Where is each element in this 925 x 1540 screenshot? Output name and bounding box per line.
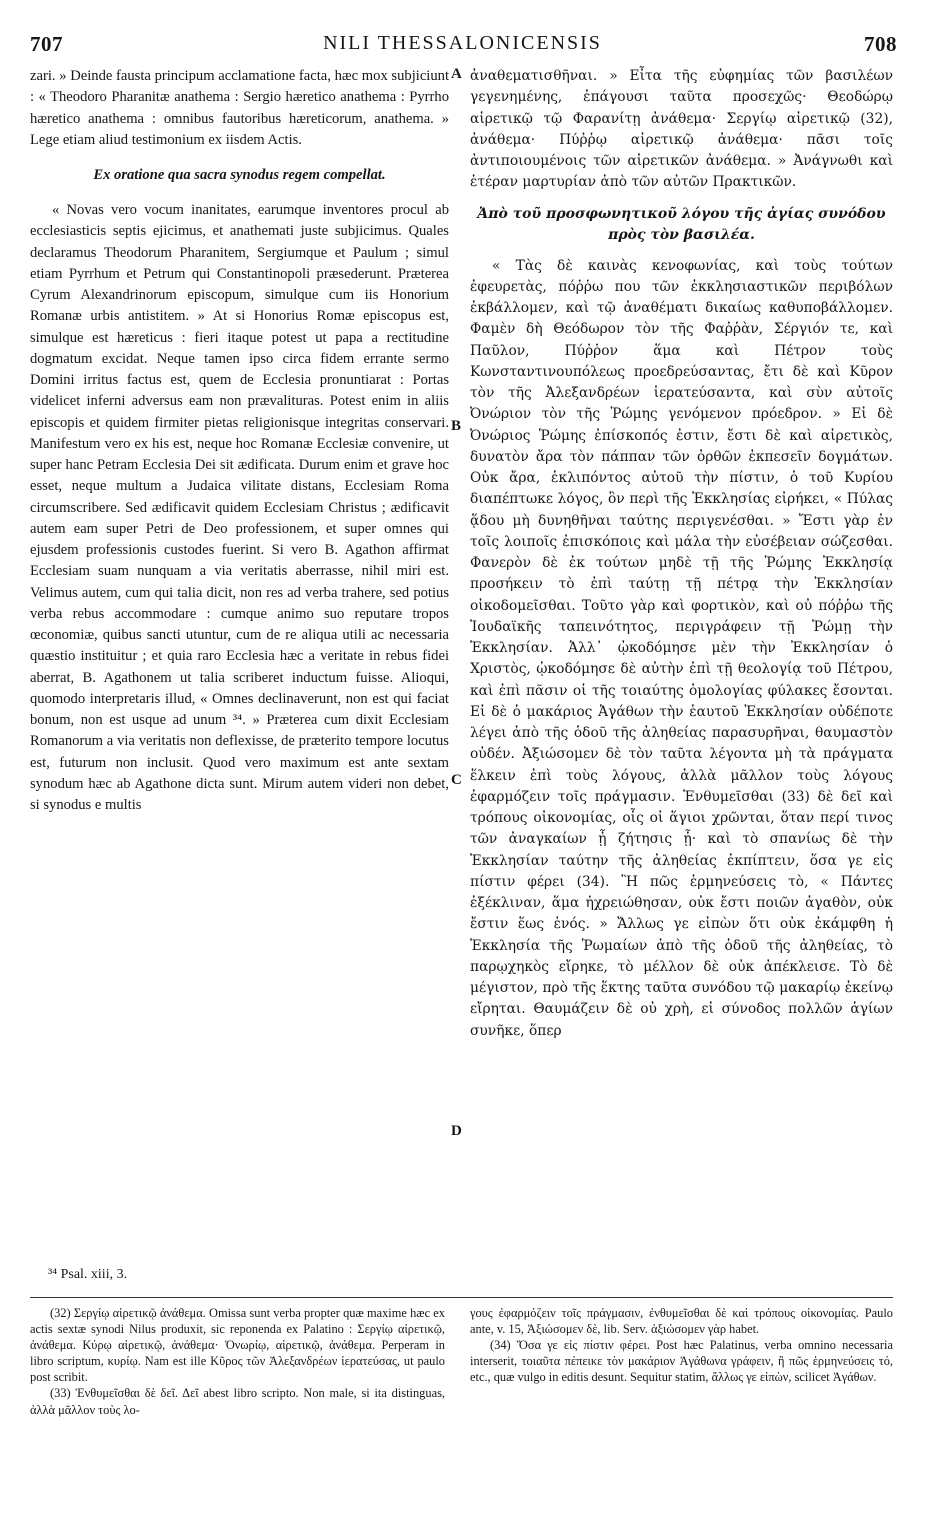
notes-right-column xyxy=(470,1305,893,1385)
running-title: NILI THESSALONICENSIS xyxy=(323,32,602,54)
notes-divider xyxy=(30,1297,893,1298)
notes-left-column xyxy=(30,1305,445,1418)
latin-paragraph-1: zari. » Deinde fausta principum acclamatione facta, hæc mox subjiciunt : « Theodoro Pharanitæ anathema : Sergio hæretico anathema : Pyrrho hæretico anathema : omnibus fautoribus hæreticorum, anathema. » Lege etiam aliud testimonium ex iisdem Actis. xyxy=(30,68,449,148)
latin-section-heading: Ex oratione qua sacra synodus regem compellat. xyxy=(93,167,386,183)
latin-column xyxy=(30,66,449,816)
note-32: (32) Σεργίῳ αἱρετικῷ ἀνάθεμα. Omissa sunt verba propter quæ maxime hæc ex actis sextæ synodi Nilus produxit, sic reponenda ex Palatino : Σεργίῳ αἱρετικῷ, ἀνάθεμα. Κύρῳ αἱρετικῷ, ἀνάθεμα· Ὀνωρίῳ, αἱρετικῷ, ἀνάθεμα. Perperam in libro scriptum, κυρίῳ. Nam est ille Κῦρος τῶν Ἀλεξανδρέων ἱερατεύσας, ut paulo post scribit. xyxy=(30,1306,445,1385)
margin-letter-b: B xyxy=(451,418,462,434)
greek-paragraph-1: ἀναθεματισθῆναι. » Εἶτα τῆς εὐφημίας τῶν βασιλέων γεγενημένης, ἐπάγουσι ταῦτα προσεχῶς· Θεοδώρῳ αἱρετικῷ τῷ Φαρανίτῃ ἀνάθεμα· Σεργίῳ αἱρετικῷ (32), ἀνάθεμα· Πύῤῥῳ αἱρετικῷ ἀνάθεμα· πᾶσι τοῖς ἀντιποιουμένοις τῶν αἱρετικῶν ἀνάθεμα. » Ἀνάγνωθι καὶ ἑτέραν μαρτυρίαν ἀπὸ τῶν αὐτῶν Πρακτικῶν. xyxy=(470,68,893,191)
scripture-footnote: ³⁴ Psal. xiii, 3. xyxy=(48,1267,128,1282)
latin-paragraph-2: « Novas vero vocum inanitates, earumque inventores procul ab ecclesiasticis septis ejicimus, et anathemati juste subjicimus. Quales declaramus Theodorum Pharanitem, Sergiumque et Paulum ; simul etiam Pyrrhum et Petrum qui Constantinopoli præsederunt. Præterea Cyrum Alexandrinorum episcopum, simulque cum iis Honorium Romanæ urbis antistitem. » At si Honorius Romæ episcopus est, simulque est hæreticus : fieri itaque potest ut papa a rectitudine dogmatum excidat. Neque tamen ipso circa fidem errante sermo Domini irritus factus est, quem de Ecclesia pronuntiarat : Portas videlicet inferni adversus eam non prævalituras. Potest enim in aliis episcopis et quidem firmiter pietas religionisque integritas conservari. Manifestum vero ex his est, neque hoc Romanæ Ecclesiæ convenire, ut super hanc Petram Ecclesia Dei sit ædificata. Durum enim et grave hoc esset, neque multum a Judaica vilitate distans, Ecclesiam Roma circumscribere. Sed ædificavit quidem Ecclesiam Christus ; ædificavit autem eam super Petri de Deo professionem, et super omnes qui ejusdem professionis custodes fuerint. Si vero B. Agathon affirmat Ecclesiam suam nunquam a via veritatis aberrasse, nihil miri est. Velimus autem, cum qui talia dicit, non res ad verba trahere, sed potius verba rebus accommodare : cumque animo suo reputare tropos œconomiæ, quibus sancti utuntur, cum de re aliqua utili ac necessaria quæstio instituitur ; et quia raro Ecclesia hæc a veritate in rebus fidei aberrat, B. Agathonem ut talia scriberet inductum fuisse. Alioqui, quomodo interpretaris illud, « Omnes declinaverunt, non est qui faciat bonum, non est usque ad unum ³⁴. » Præterea cum dixit Ecclesiam Romanorum a via veritatis non deflexisse, de præterito tempore locutus est, futurum non inclusit. Quod vero maximum est ante sextam synodum hæc ab Agathone dicta sunt. Mirum autem videri non debet, si synodus e multis xyxy=(30,202,449,813)
greek-column xyxy=(470,66,893,1042)
left-page-number: 707 xyxy=(30,32,63,56)
margin-letter-a: A xyxy=(451,66,462,82)
greek-section-heading: Ἀπὸ τοῦ προσφωνητικοῦ λόγου τῆς ἁγίας συνόδου πρὸς τὸν βασιλέα. xyxy=(477,205,886,243)
right-page-number: 708 xyxy=(864,32,897,56)
note-33: (33) Ἐνθυμεῖσθαι δὲ δεῖ. Δεῖ abest libro scripto. Non male, si ita distinguas, ἀλλὰ μᾶλλον τοὺς λο- xyxy=(30,1386,445,1417)
note-34: (34) Ὅσα γε εἰς πίστιν φέρει. Post hæc Palatinus, verba omnino necessaria interserit, τοιαῦτα πέπεικε τὸν μακάριον Ἀγάθωνα γράφειν, ἢ πῶς ἑρμηνεύσεις τό, etc., quæ vulgo in editis desunt. Sequitur statim, ἄλλως γε εἰπὼν, scilicet Ἀγάθων. xyxy=(470,1338,893,1385)
margin-letter-d: D xyxy=(451,1123,462,1139)
page-header xyxy=(0,32,925,58)
note-33-continued: γους ἐφαρμόζειν τοῖς πράγμασιν, ἐνθυμεῖσθαι δὲ καὶ τρόπους οἰκονομίας. Paulo ante, v. 15, Ἀξιώσομεν δὲ, lib. Serv. ἀξιώσομεν γὰρ habet. xyxy=(470,1306,893,1337)
greek-paragraph-2: « Τὰς δὲ καινὰς κενοφωνίας, καὶ τοὺς τούτων ἐφευρετὰς, πόῤῥω που τῶν ἐκκλησιαστικῶν περιβόλων ἐκβάλλομεν, καὶ τῷ ἀναθέματι δικαίως καθυποβάλλομεν. Φαμὲν δὴ Θεόδωρον τὸν τῆς Φαῤῥὰν, Σέργιόν τε, καὶ Παῦλον, Πύῤῥον ἅμα καὶ Πέτρον τοὺς Κωνσταντινουπόλεως προεδρεύσαντας, ἔτι δὲ καὶ Κῦρον τὸν τῆς Ἀλεξανδρέων ἱερατεύσαντα, καὶ σὺν αὐτοῖς Ὀνώριον τὸν τῆς Ῥώμης γενόμενον πρόεδρον. » Εἰ δὲ Ὀνώριος Ῥώμης ἐπίσκοπός ἐστιν, ἔστι δὲ καὶ αἱρετικὸς, δυνατὸν ἄρα τὸν πάππαν τῶν ὀρθῶν ἐκπεσεῖν δογμάτων. Οὐκ ἄρα, ἐκλιπόντος αὐτοῦ τὴν πίστιν, ὁ τοῦ Κυρίου διαπέπτωκε λόγος, ὃν περὶ τῆς Ἐκκλησίας εἰρήκει, « Πύλας ᾅδου μὴ δυνηθῆναι ταύτης περιγενέσθαι. » Ἔστι γὰρ ἐν τοῖς λοιποῖς ἐπισκόποις καὶ μάλα τὴν εὐσέβειαν σώζεσθαι. Φανερὸν δὲ ἐκ τούτων μηδὲ τῇ τῆς Ῥώμης Ἐκκλησίᾳ προσήκειν τὸ ἐπὶ ταύτῃ τῇ πέτρᾳ τὴν Ἐκκλησίαν οἰκοδομεῖσθαι. Τοῦτο γὰρ καὶ φορτικὸν, καὶ οὐ πόῤῥω τῆς Ἰουδαϊκῆς ταπεινότητος, περιγράφειν τῇ Ῥώμῃ τὴν Ἐκκλησίαν. Ἀλλ᾽ ᾠκοδόμησε μὲν τὴν Ἐκκλησίαν ὁ Χριστὸς, ᾠκοδόμησε δὲ αὐτὴν ἐπὶ τῇ θεολογίᾳ τοῦ Πέτρου, καὶ ἐπὶ πᾶσιν οἱ τῆς τοιαύτης ὁμολογίας φύλακες ἔσονται. Εἰ δὲ ὁ μακάριος Ἀγάθων τὴν ἑαυτοῦ Ἐκκλησίαν οὐδέποτε λέγει ἀπὸ τῆς ὁδοῦ τῆς ἀληθείας παρασυρῆναι, θαυμαστὸν οὐδέν. Ἀξιώσομεν δὲ τὸν ταῦτα λέγοντα μὴ τὰ πράγματα ἕλκειν ἐπὶ τοὺς λόγους, ἀλλὰ μᾶλλον τοὺς λόγους ἐφαρμόζειν τοῖς πράγμασιν. Ἐνθυμεῖσθαι (33) δὲ δεῖ καὶ τρόπους οἰκονομίας, οἷς οἱ ἅγιοι χρῶνται, ὅταν περί τινος τῶν ἀναγκαίων ᾖ ζήτησις ᾖ· καὶ τὸ σπανίως δὲ τὴν Ἐκκλησίαν ταύτην τῆς ἀληθείας ἐκπίπτειν, ὅσα γε εἰς πίστιν φέρει (34). Ἢ πῶς ἑρμηνεύσεις τὸ, « Πάντες ἐξέκλιναν, ἅμα ἠχρειώθησαν, οὐκ ἔστι ποιῶν ἀγαθὸν, οὐκ ἔστιν ἕως ἑνός. » Ἄλλως γε εἰπὼν ὅτι οὐκ ἐκάμφθη ἡ Ἐκκλησία τῆς Ῥωμαίων ἀπὸ τῆς ὁδοῦ τῆς ἀληθείας, τὸ παρῳχηκὸς εἴρηκε, τὸ μέλλον δὲ οὐκ ἀπέκλεισε. Τὸ δὲ μέγιστον, πρὸ τῆς ἕκτης ταῦτα συνόδου τῷ μακαρίῳ ἐκείνῳ εἴρηται. Θαυμάζειν δὲ οὐ χρὴ, εἰ σύνοδος πολλῶν ἁγίων συνῆκε, ὅπερ xyxy=(470,257,893,1039)
margin-letter-c: C xyxy=(451,772,462,788)
